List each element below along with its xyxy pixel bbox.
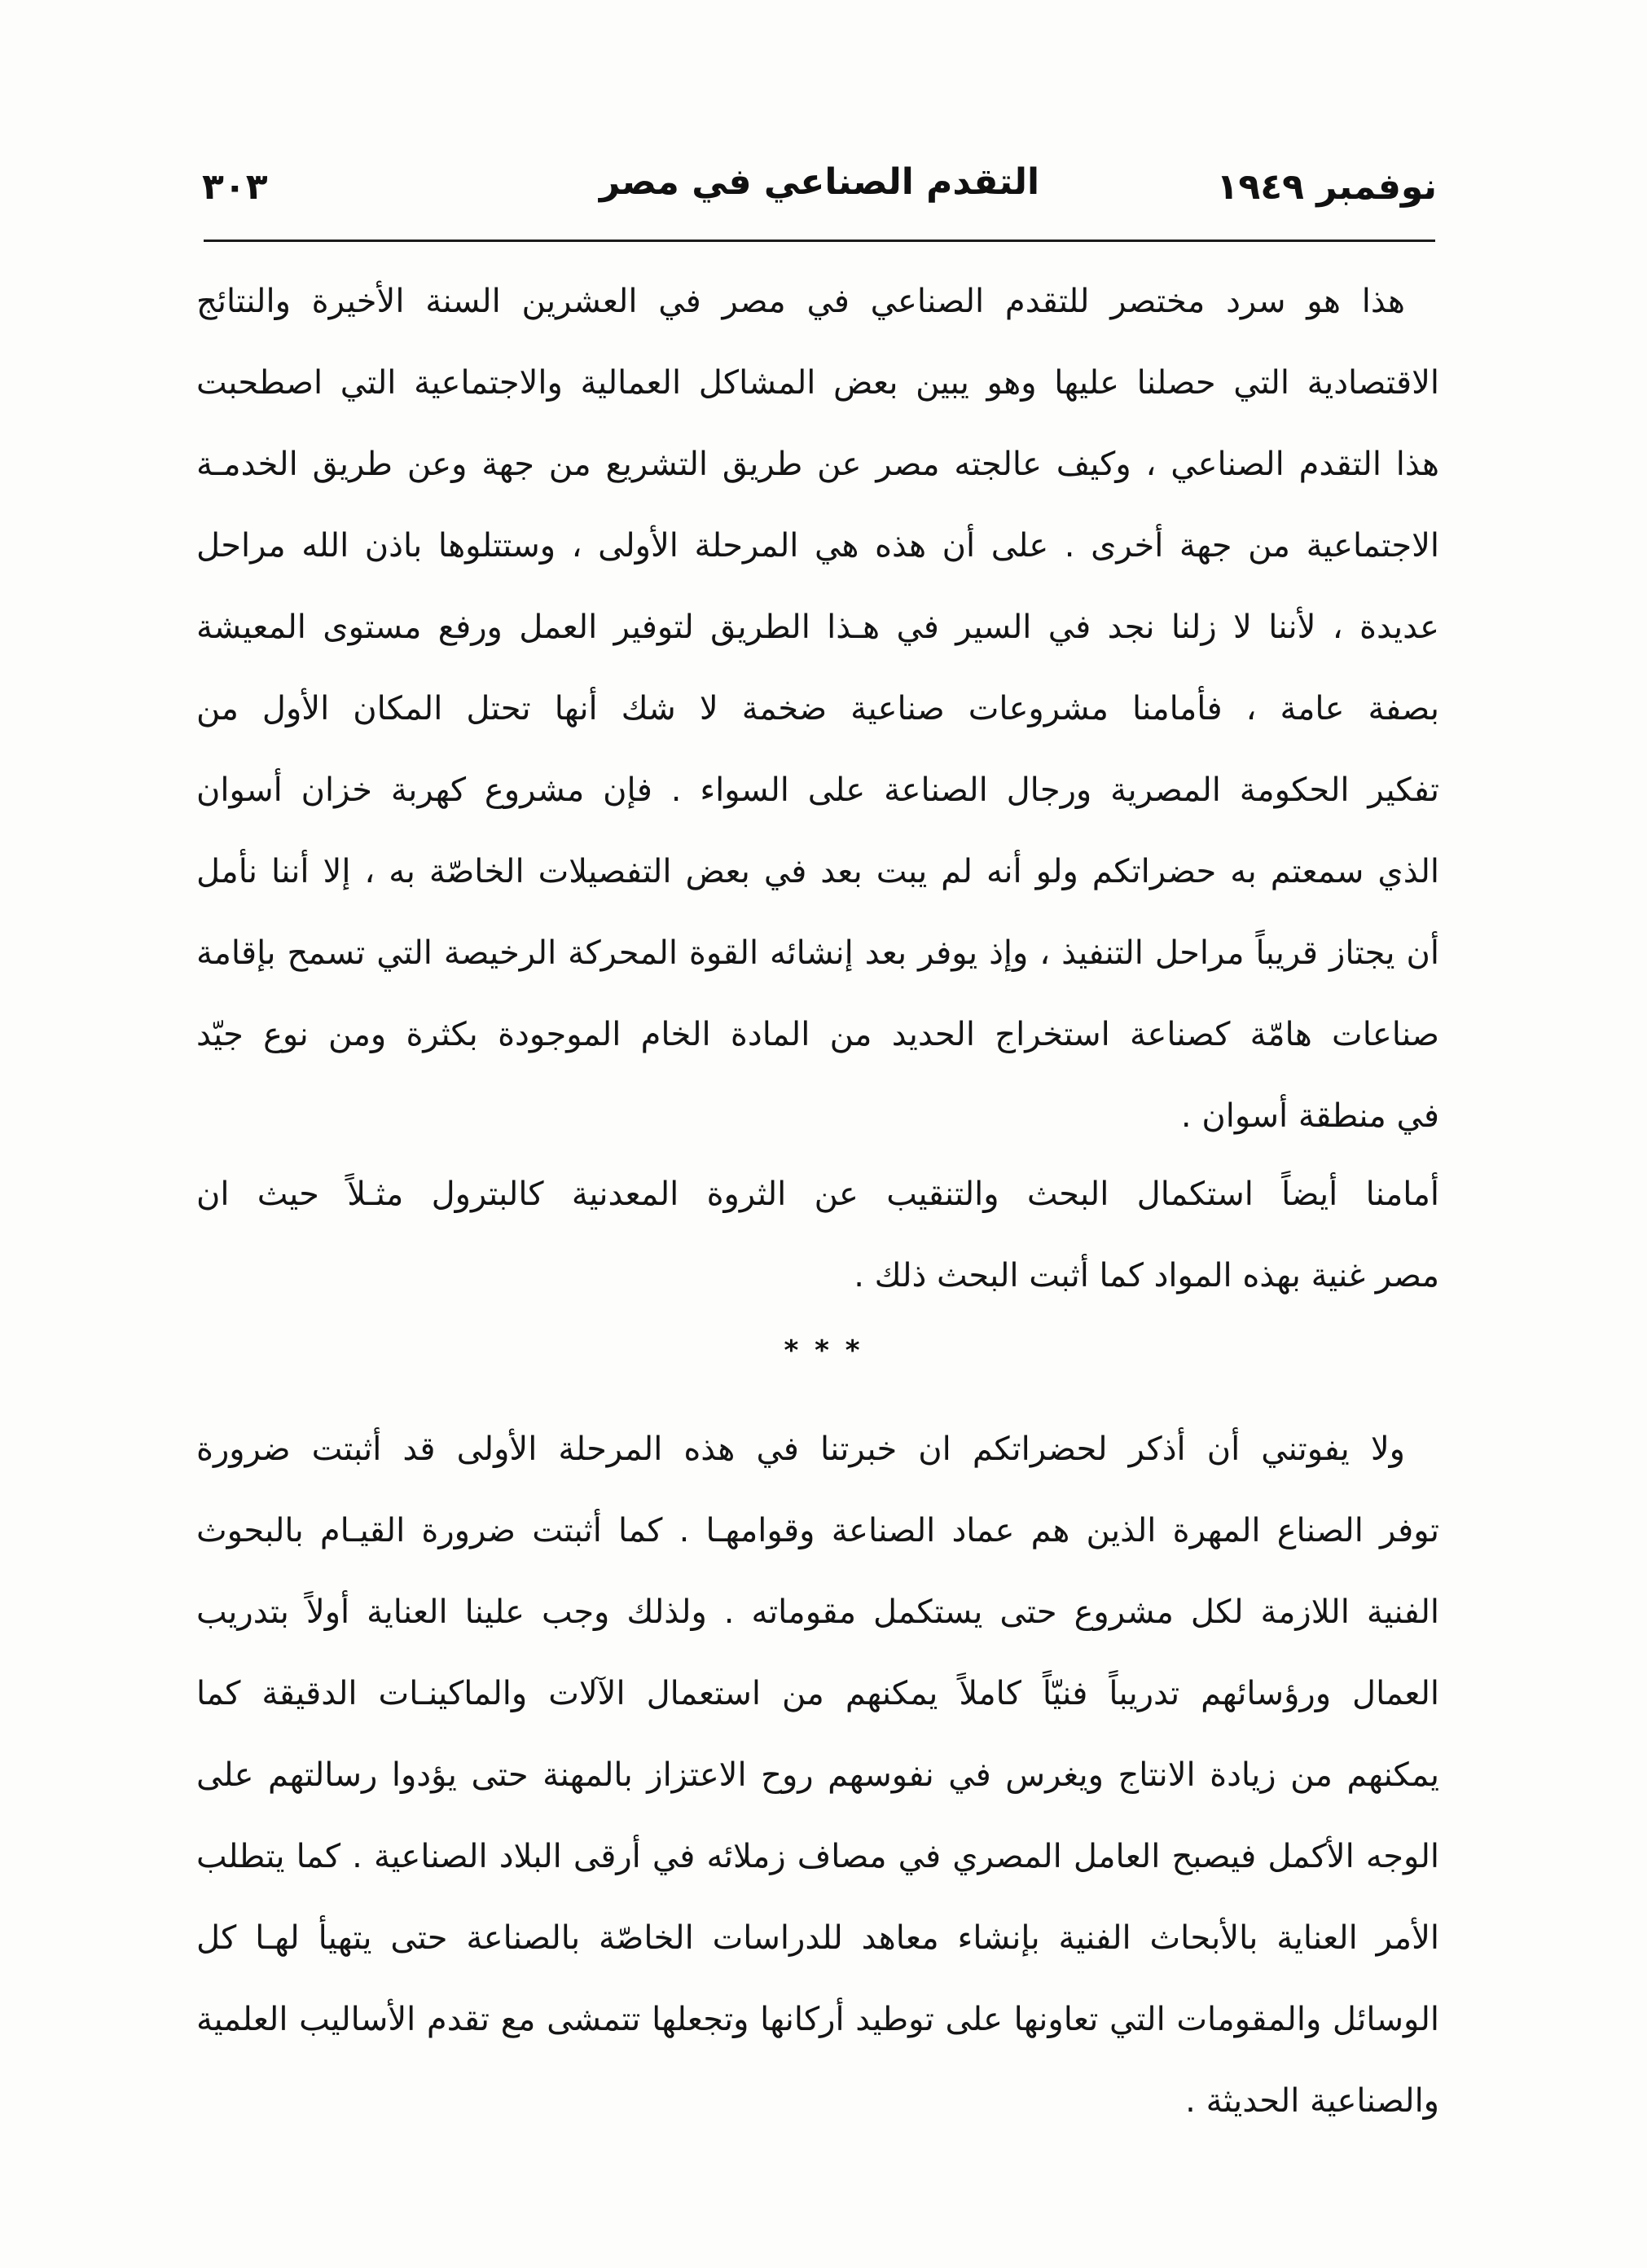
text-line: بصفة عامة ، فأمامنا مشروعات صناعية ضخمة لا شك أنها تحتل المكان الأول من	[196, 690, 1439, 727]
page-number: ٣٠٣	[202, 165, 268, 208]
running-title: التقدم الصناعي في مصر	[599, 161, 1040, 203]
text-line: صناعات هامّة كصناعة استخراج الحديد من المادة الخام الموجودة بكثرة ومن نوع جيّد	[196, 1016, 1439, 1053]
text-line: والصناعية الحديثة .	[1185, 2082, 1439, 2120]
paragraph	[196, 1409, 1439, 2142]
text-line: أمامنا أيضاً استكمال البحث والتنقيب عن الثروة المعدنية كالبترول مثـلاً حيث ان	[196, 1176, 1439, 1213]
text-line: يمكنهم من زيادة الانتاج ويغرس في نفوسهم روح الاعتزاز بالمهنة حتى يؤدوا رسالتهم على	[196, 1756, 1439, 1794]
text-line: هذا التقدم الصناعي ، وكيف عالجته مصر عن طريق التشريع من جهة وعن طريق الخدمـة	[196, 446, 1439, 483]
text-line: هذا هو سرد مختصر للتقدم الصناعي في مصر في العشرين السنة الأخيرة والنتائج	[196, 283, 1405, 320]
text-line: مصر غنية بهذه المواد كما أثبت البحث ذلك .	[854, 1257, 1439, 1294]
text-line: الاجتماعية من جهة أخرى . على أن هذه هي المرحلة الأولى ، وستتلوها باذن الله مراحل	[196, 527, 1439, 565]
text-line: أن يجتاز قريباً مراحل التنفيذ ، وإذ يوفر بعد إنشائه القوة المحركة الرخيصة التي تسمح بإقامة	[196, 934, 1439, 972]
section-separator: * * *	[784, 1334, 863, 1367]
text-line: الوجه الأكمل فيصبح العامل المصري في مصاف زملائه في أرقى البلاد الصناعية . كما يتطلب	[196, 1838, 1439, 1875]
text-line: العمال ورؤسائهم تدريباً فنيّاً كاملاً يمكنهم من استعمال الآلات والماكينـات الدقيقة كما	[196, 1675, 1439, 1712]
text-line: ولا يفوتني أن أذكر لحضراتكم ان خبرتنا في هذه المرحلة الأولى قد أثبتت ضرورة	[196, 1431, 1405, 1468]
text-line: الأمر العناية بالأبحاث الفنية بإنشاء معاهد للدراسات الخاصّة بالصناعة حتى يتهيأ لهـا كل	[196, 1919, 1439, 1957]
text-line: تفكير الحكومة المصرية ورجال الصناعة على السواء . فإن مشروع كهربة خزان أسوان	[196, 771, 1439, 809]
paragraph	[196, 261, 1439, 1157]
running-header	[202, 152, 1437, 222]
text-line: في منطقة أسوان .	[1180, 1097, 1439, 1135]
text-line: الاقتصادية التي حصلنا عليها وهو يبين بعض المشاكل العمالية والاجتماعية التي اصطحبت	[196, 364, 1439, 402]
header-rule	[204, 240, 1435, 242]
text-line: عديدة ، لأننا لا زلنا نجد في السير في هـذا الطريق لتوفير العمل ورفع مستوى المعيشة	[196, 609, 1439, 646]
paragraph	[196, 1154, 1439, 1316]
text-line: الوسائل والمقومات التي تعاونها على توطيد أركانها وتجعلها تتمشى مع تقدم الأساليب العلمية	[196, 2001, 1439, 2038]
text-line: الفنية اللازمة لكل مشروع حتى يستكمل مقوماته . ولذلك وجب علينا العناية أولاً بتدريب	[196, 1593, 1439, 1631]
text-line: الذي سمعتم به حضراتكم ولو أنه لم يبت بعد في بعض التفصيلات الخاصّة به ، إلا أننا نأمل	[196, 853, 1439, 890]
text-line: توفر الصناع المهرة الذين هم عماد الصناعة وقوامهـا . كما أثبتت ضرورة القيـام بالبحوث	[196, 1512, 1439, 1549]
issue-date: نوفمبر ١٩٤٩	[1216, 165, 1437, 208]
